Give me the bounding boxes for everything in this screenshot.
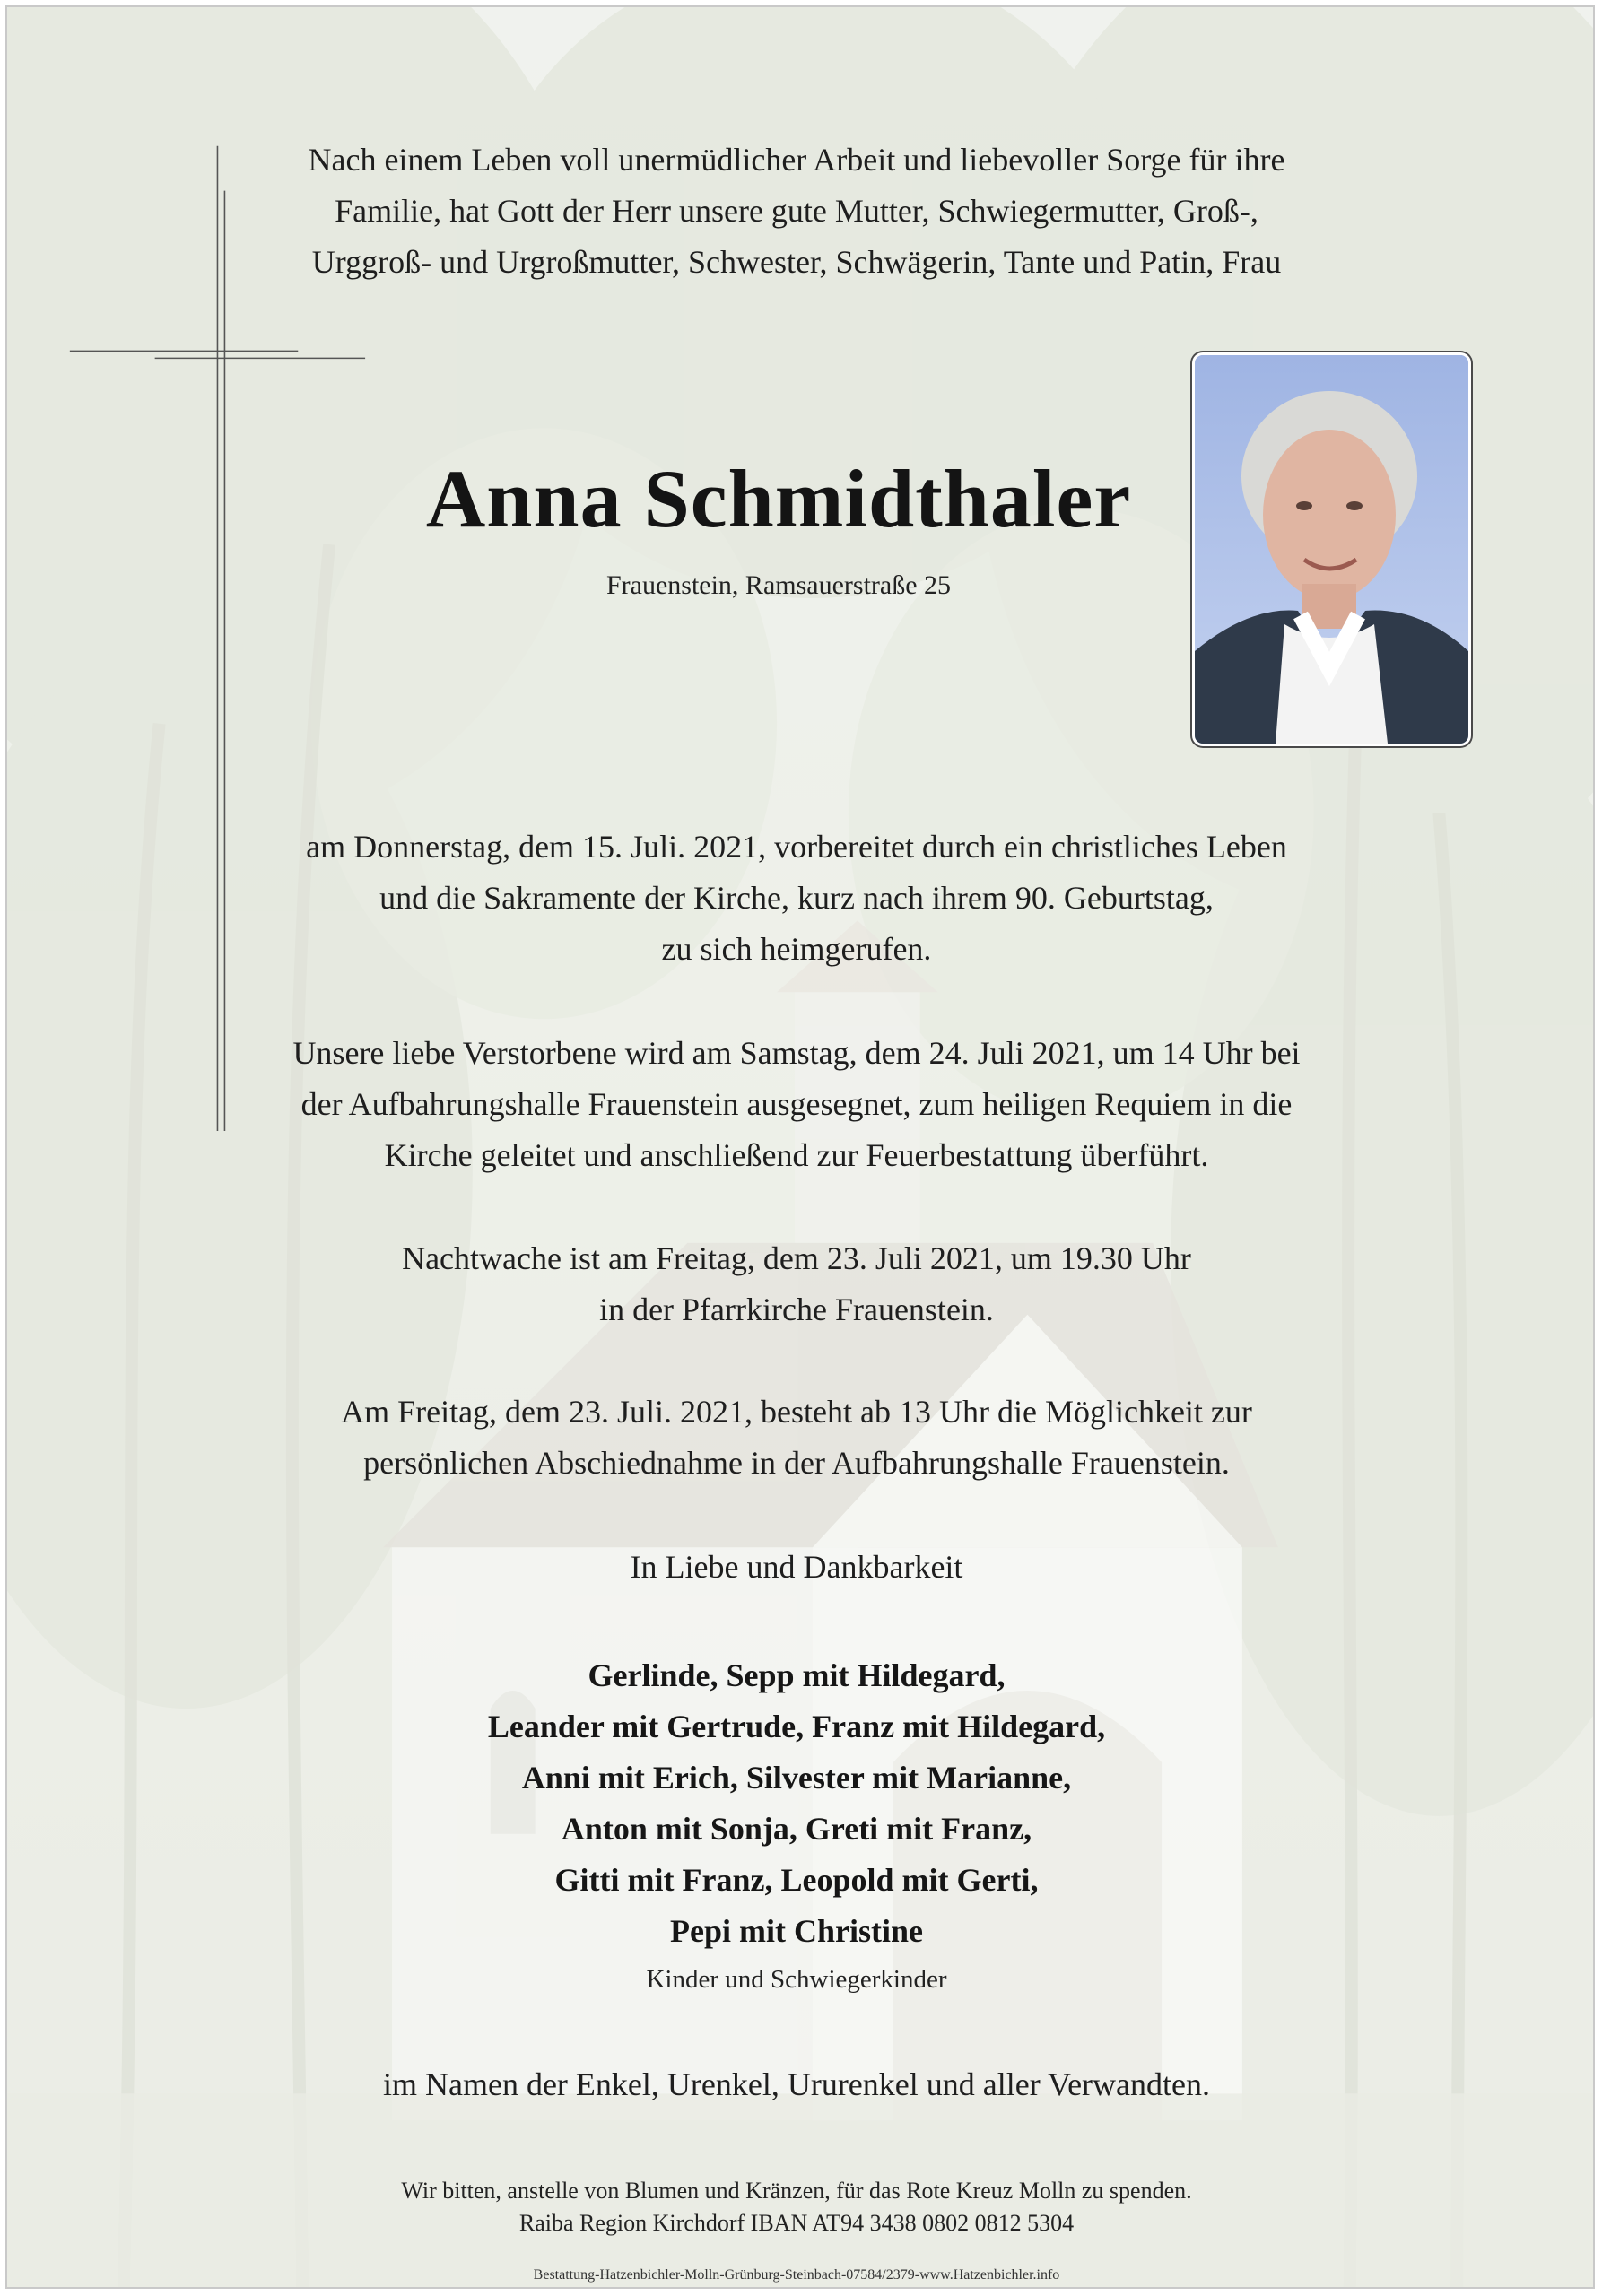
death-notice-line: am Donnerstag, dem 15. Juli. 2021, vorbereitet durch ein christliches Leben [306, 829, 1287, 865]
farewell-line: Am Freitag, dem 23. Juli. 2021, besteht ab 13 Uhr die Möglichkeit zur [341, 1394, 1252, 1430]
donation-bank-line: Raiba Region Kirchdorf IBAN AT94 3438 0802 0812 5304 [518, 2210, 1075, 2236]
intro-line: Urggroß- und Urgroßmutter, Schwester, Schwägerin, Tante und Patin, Frau [311, 244, 1282, 280]
closing-line [5, 2059, 1591, 2110]
family-member-line: Anton mit Sonja, Greti mit Franz, [561, 1811, 1032, 1847]
donation-line: Wir bitten, anstelle von Blumen und Kränzen, für das Rote Kreuz Molln zu spenden. [401, 2178, 1192, 2204]
undertaker-footer: Bestattung-Hatzenbichler-Molln-Grünburg-Steinbach-07584/2379-www.Hatzenbichler.info [533, 2267, 1060, 2283]
donation-note [5, 2175, 1591, 2239]
funeral-line: Kirche geleitet und anschließend zur Feuerbestattung überführt. [384, 1137, 1209, 1173]
closing-text: im Namen der Enkel, Urenkel, Ururenkel und aller Verwandten. [382, 2066, 1210, 2102]
death-notice-paragraph [5, 822, 1591, 975]
family-member-line: Anni mit Erich, Silvester mit Marianne, [521, 1760, 1072, 1796]
gratitude-text: In Liebe und Dankbarkeit [630, 1549, 963, 1585]
intro-line: Familie, hat Gott der Herr unsere gute Mutter, Schwiegermutter, Groß-, [335, 193, 1258, 229]
family-member-line: Pepi mit Christine [670, 1913, 923, 1949]
family-member-line: Gerlinde, Sepp mit Hildegard, [588, 1657, 1006, 1693]
death-notice-line: und die Sakramente der Kirche, kurz nach ihrem 90. Geburtstag, [379, 880, 1214, 916]
vigil-paragraph [5, 1233, 1591, 1335]
death-notice-card [5, 5, 1595, 2289]
death-notice-line: zu sich heimgerufen. [661, 931, 932, 967]
family-member-line: Gitti mit Franz, Leopold mit Gerti, [554, 1862, 1039, 1898]
portrait-photo-icon [1192, 352, 1471, 746]
funeral-line: der Aufbahrungshalle Frauenstein ausgesegnet, zum heiligen Requiem in die [300, 1086, 1293, 1122]
farewell-line: persönlichen Abschiednahme in der Aufbahrungshalle Frauenstein. [363, 1445, 1230, 1481]
intro-paragraph [5, 135, 1591, 288]
funeral-line: Unsere liebe Verstorbene wird am Samstag, dem 24. Juli 2021, um 14 Uhr bei [292, 1035, 1301, 1071]
gratitude-line [5, 1542, 1591, 1593]
vigil-line: in der Pfarrkirche Frauenstein. [599, 1292, 994, 1327]
deceased-address: Frauenstein, Ramsauerstraße 25 [605, 570, 952, 600]
vigil-line: Nachtwache ist am Freitag, dem 23. Juli 2021, um 19.30 Uhr [402, 1240, 1191, 1276]
funeral-paragraph [5, 1028, 1591, 1181]
family-role: Kinder und Schwiegerkinder [646, 1965, 947, 1994]
family-list [5, 1650, 1591, 2002]
family-member-line: Leander mit Gertrude, Franz mit Hildegard, [487, 1709, 1106, 1744]
deceased-name: Anna Schmidthaler [425, 453, 1132, 544]
intro-line: Nach einem Leben voll unermüdlicher Arbeit und liebevoller Sorge für ihre [308, 142, 1285, 178]
farewell-paragraph [5, 1387, 1591, 1489]
